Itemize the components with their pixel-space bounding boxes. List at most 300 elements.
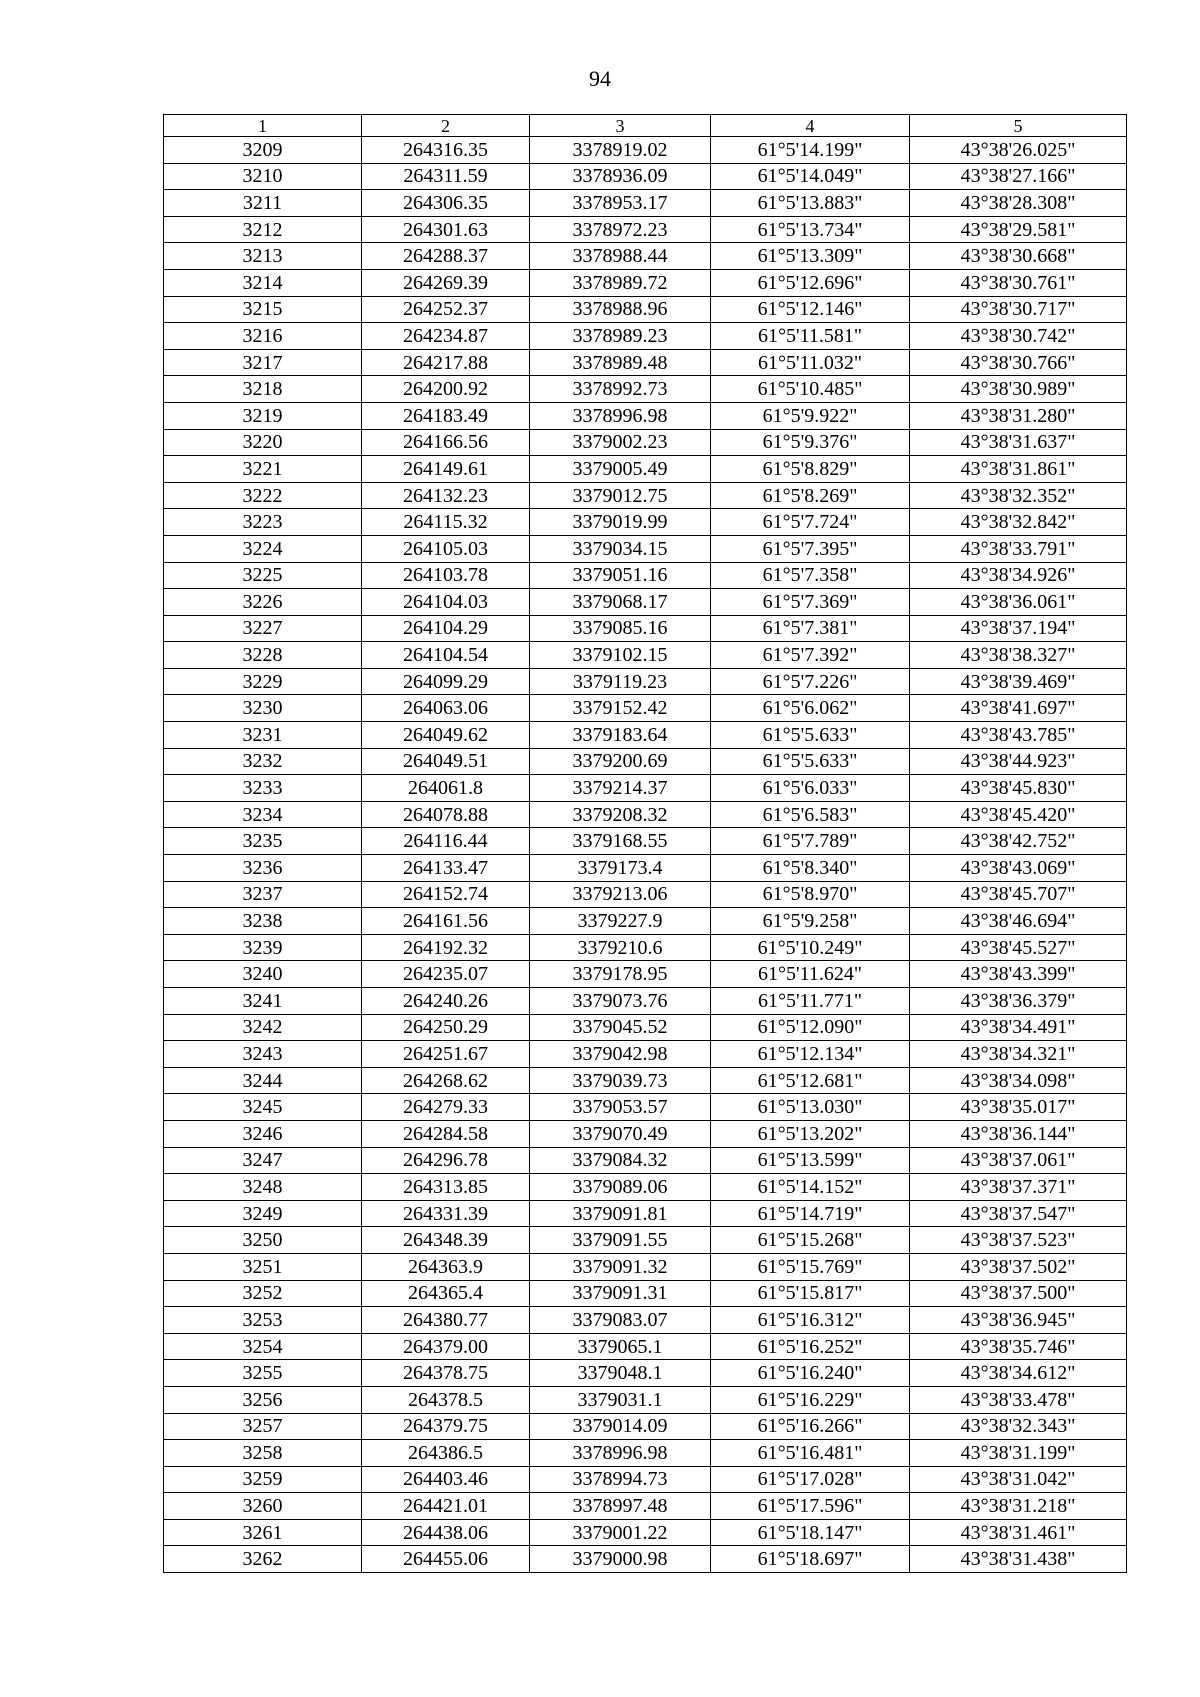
longitude-cell: 61°5'7.381" [711,615,910,642]
table-row [164,1333,1127,1360]
y-coordinate-cell: 3379091.31 [530,1280,711,1307]
table-row [164,881,1127,908]
y-coordinate-cell: 3378989.48 [530,349,711,376]
y-coordinate-cell: 3379208.32 [530,801,711,828]
point-number-cell: 3258 [164,1440,362,1467]
y-coordinate-cell: 3379034.15 [530,535,711,562]
longitude-cell: 61°5'12.090" [711,1014,910,1041]
table-row [164,695,1127,722]
y-coordinate-cell: 3379168.55 [530,828,711,855]
point-number-cell: 3260 [164,1493,362,1520]
point-number-cell: 3218 [164,376,362,403]
x-coordinate-cell: 264234.87 [362,323,530,350]
x-coordinate-cell: 264217.88 [362,349,530,376]
latitude-cell: 43°38'36.379" [910,988,1127,1015]
point-number-cell: 3230 [164,695,362,722]
point-number-cell: 3226 [164,589,362,616]
table-header [164,115,1127,137]
point-number-cell: 3214 [164,269,362,296]
y-coordinate-cell: 3379227.9 [530,908,711,935]
latitude-cell: 43°38'37.523" [910,1227,1127,1254]
y-coordinate-cell: 3379091.32 [530,1253,711,1280]
y-coordinate-cell: 3379091.81 [530,1200,711,1227]
table-row [164,1147,1127,1174]
latitude-cell: 43°38'37.500" [910,1280,1127,1307]
latitude-cell: 43°38'32.842" [910,509,1127,536]
longitude-cell: 61°5'15.268" [711,1227,910,1254]
longitude-cell: 61°5'17.028" [711,1466,910,1493]
latitude-cell: 43°38'31.637" [910,429,1127,456]
latitude-cell: 43°38'45.420" [910,801,1127,828]
latitude-cell: 43°38'30.668" [910,243,1127,270]
table-row [164,1493,1127,1520]
latitude-cell: 43°38'35.017" [910,1094,1127,1121]
latitude-cell: 43°38'30.742" [910,323,1127,350]
y-coordinate-cell: 3379048.1 [530,1360,711,1387]
table-row [164,748,1127,775]
table-row [164,137,1127,164]
table-row [164,1280,1127,1307]
y-coordinate-cell: 3379200.69 [530,748,711,775]
y-coordinate-cell: 3379005.49 [530,456,711,483]
latitude-cell: 43°38'31.461" [910,1519,1127,1546]
table-row [164,1466,1127,1493]
table-row [164,855,1127,882]
longitude-cell: 61°5'16.481" [711,1440,910,1467]
longitude-cell: 61°5'12.681" [711,1067,910,1094]
latitude-cell: 43°38'38.327" [910,642,1127,669]
latitude-cell: 43°38'31.280" [910,402,1127,429]
x-coordinate-cell: 264379.75 [362,1413,530,1440]
x-coordinate-cell: 264455.06 [362,1546,530,1573]
longitude-cell: 61°5'10.249" [711,934,910,961]
y-coordinate-cell: 3379083.07 [530,1307,711,1334]
latitude-cell: 43°38'26.025" [910,137,1127,164]
column-header-1: 1 [164,115,362,137]
x-coordinate-cell: 264378.5 [362,1386,530,1413]
longitude-cell: 61°5'7.369" [711,589,910,616]
x-coordinate-cell: 264380.77 [362,1307,530,1334]
table-row [164,190,1127,217]
latitude-cell: 43°38'31.042" [910,1466,1127,1493]
point-number-cell: 3222 [164,482,362,509]
point-number-cell: 3225 [164,562,362,589]
longitude-cell: 61°5'13.202" [711,1120,910,1147]
table-row [164,429,1127,456]
x-coordinate-cell: 264311.59 [362,163,530,190]
point-number-cell: 3253 [164,1307,362,1334]
x-coordinate-cell: 264161.56 [362,908,530,935]
latitude-cell: 43°38'35.746" [910,1333,1127,1360]
table-row [164,668,1127,695]
table-row [164,1041,1127,1068]
table-row [164,376,1127,403]
latitude-cell: 43°38'43.785" [910,722,1127,749]
x-coordinate-cell: 264301.63 [362,216,530,243]
x-coordinate-cell: 264192.32 [362,934,530,961]
latitude-cell: 43°38'43.399" [910,961,1127,988]
y-coordinate-cell: 3378919.02 [530,137,711,164]
x-coordinate-cell: 264421.01 [362,1493,530,1520]
longitude-cell: 61°5'13.734" [711,216,910,243]
x-coordinate-cell: 264049.51 [362,748,530,775]
point-number-cell: 3256 [164,1386,362,1413]
point-number-cell: 3220 [164,429,362,456]
point-number-cell: 3241 [164,988,362,1015]
y-coordinate-cell: 3379014.09 [530,1413,711,1440]
table-row [164,1253,1127,1280]
point-number-cell: 3212 [164,216,362,243]
y-coordinate-cell: 3379070.49 [530,1120,711,1147]
longitude-cell: 61°5'14.199" [711,137,910,164]
latitude-cell: 43°38'28.308" [910,190,1127,217]
point-number-cell: 3216 [164,323,362,350]
latitude-cell: 43°38'42.752" [910,828,1127,855]
latitude-cell: 43°38'29.581" [910,216,1127,243]
point-number-cell: 3254 [164,1333,362,1360]
latitude-cell: 43°38'36.144" [910,1120,1127,1147]
longitude-cell: 61°5'10.485" [711,376,910,403]
y-coordinate-cell: 3378996.98 [530,402,711,429]
longitude-cell: 61°5'15.817" [711,1280,910,1307]
point-number-cell: 3251 [164,1253,362,1280]
point-number-cell: 3240 [164,961,362,988]
table-row [164,828,1127,855]
x-coordinate-cell: 264049.62 [362,722,530,749]
table-row [164,1386,1127,1413]
point-number-cell: 3261 [164,1519,362,1546]
longitude-cell: 61°5'14.719" [711,1200,910,1227]
x-coordinate-cell: 264132.23 [362,482,530,509]
y-coordinate-cell: 3378953.17 [530,190,711,217]
x-coordinate-cell: 264103.78 [362,562,530,589]
point-number-cell: 3238 [164,908,362,935]
table-row [164,589,1127,616]
latitude-cell: 43°38'32.352" [910,482,1127,509]
latitude-cell: 43°38'37.061" [910,1147,1127,1174]
point-number-cell: 3249 [164,1200,362,1227]
longitude-cell: 61°5'9.922" [711,402,910,429]
y-coordinate-cell: 3378996.98 [530,1440,711,1467]
y-coordinate-cell: 3379085.16 [530,615,711,642]
point-number-cell: 3233 [164,775,362,802]
longitude-cell: 61°5'8.269" [711,482,910,509]
point-number-cell: 3215 [164,296,362,323]
y-coordinate-cell: 3378989.23 [530,323,711,350]
point-number-cell: 3262 [164,1546,362,1573]
table-row [164,1307,1127,1334]
y-coordinate-cell: 3379068.17 [530,589,711,616]
longitude-cell: 61°5'8.340" [711,855,910,882]
y-coordinate-cell: 3379002.23 [530,429,711,456]
latitude-cell: 43°38'44.923" [910,748,1127,775]
point-number-cell: 3248 [164,1174,362,1201]
point-number-cell: 3217 [164,349,362,376]
x-coordinate-cell: 264200.92 [362,376,530,403]
table-row [164,961,1127,988]
table-row [164,456,1127,483]
x-coordinate-cell: 264104.54 [362,642,530,669]
y-coordinate-cell: 3379178.95 [530,961,711,988]
point-number-cell: 3231 [164,722,362,749]
column-header-3: 3 [530,115,711,137]
point-number-cell: 3224 [164,535,362,562]
longitude-cell: 61°5'9.376" [711,429,910,456]
longitude-cell: 61°5'6.583" [711,801,910,828]
y-coordinate-cell: 3378992.73 [530,376,711,403]
x-coordinate-cell: 264363.9 [362,1253,530,1280]
y-coordinate-cell: 3379065.1 [530,1333,711,1360]
y-coordinate-cell: 3379053.57 [530,1094,711,1121]
y-coordinate-cell: 3379084.32 [530,1147,711,1174]
point-number-cell: 3228 [164,642,362,669]
longitude-cell: 61°5'11.581" [711,323,910,350]
table-body [164,137,1127,1573]
x-coordinate-cell: 264099.29 [362,668,530,695]
x-coordinate-cell: 264331.39 [362,1200,530,1227]
y-coordinate-cell: 3379045.52 [530,1014,711,1041]
point-number-cell: 3246 [164,1120,362,1147]
coordinates-table [163,114,1127,1573]
longitude-cell: 61°5'13.599" [711,1147,910,1174]
latitude-cell: 43°38'30.761" [910,269,1127,296]
y-coordinate-cell: 3378989.72 [530,269,711,296]
y-coordinate-cell: 3379039.73 [530,1067,711,1094]
longitude-cell: 61°5'12.696" [711,269,910,296]
x-coordinate-cell: 264251.67 [362,1041,530,1068]
longitude-cell: 61°5'16.240" [711,1360,910,1387]
table-row [164,1440,1127,1467]
latitude-cell: 43°38'37.502" [910,1253,1127,1280]
table-row [164,801,1127,828]
longitude-cell: 61°5'11.771" [711,988,910,1015]
latitude-cell: 43°38'30.717" [910,296,1127,323]
table-row [164,1120,1127,1147]
longitude-cell: 61°5'8.829" [711,456,910,483]
y-coordinate-cell: 3379210.6 [530,934,711,961]
latitude-cell: 43°38'34.321" [910,1041,1127,1068]
point-number-cell: 3242 [164,1014,362,1041]
y-coordinate-cell: 3379183.64 [530,722,711,749]
page-number: 94 [589,66,611,91]
y-coordinate-cell: 3379213.06 [530,881,711,908]
longitude-cell: 61°5'6.033" [711,775,910,802]
longitude-cell: 61°5'6.062" [711,695,910,722]
x-coordinate-cell: 264288.37 [362,243,530,270]
y-coordinate-cell: 3379031.1 [530,1386,711,1413]
latitude-cell: 43°38'45.830" [910,775,1127,802]
x-coordinate-cell: 264133.47 [362,855,530,882]
point-number-cell: 3213 [164,243,362,270]
longitude-cell: 61°5'7.392" [711,642,910,669]
longitude-cell: 61°5'7.358" [711,562,910,589]
longitude-cell: 61°5'18.147" [711,1519,910,1546]
y-coordinate-cell: 3379214.37 [530,775,711,802]
x-coordinate-cell: 264403.46 [362,1466,530,1493]
x-coordinate-cell: 264279.33 [362,1094,530,1121]
point-number-cell: 3229 [164,668,362,695]
latitude-cell: 43°38'31.218" [910,1493,1127,1520]
table-row [164,1174,1127,1201]
table-row [164,243,1127,270]
longitude-cell: 61°5'11.624" [711,961,910,988]
y-coordinate-cell: 3379089.06 [530,1174,711,1201]
x-coordinate-cell: 264306.35 [362,190,530,217]
latitude-cell: 43°38'46.694" [910,908,1127,935]
longitude-cell: 61°5'14.152" [711,1174,910,1201]
table-row [164,535,1127,562]
longitude-cell: 61°5'7.789" [711,828,910,855]
y-coordinate-cell: 3379000.98 [530,1546,711,1573]
y-coordinate-cell: 3378997.48 [530,1493,711,1520]
point-number-cell: 3221 [164,456,362,483]
y-coordinate-cell: 3378994.73 [530,1466,711,1493]
x-coordinate-cell: 264104.29 [362,615,530,642]
longitude-cell: 61°5'9.258" [711,908,910,935]
latitude-cell: 43°38'30.766" [910,349,1127,376]
point-number-cell: 3232 [164,748,362,775]
table-row [164,1413,1127,1440]
longitude-cell: 61°5'16.252" [711,1333,910,1360]
y-coordinate-cell: 3378972.23 [530,216,711,243]
latitude-cell: 43°38'31.861" [910,456,1127,483]
x-coordinate-cell: 264386.5 [362,1440,530,1467]
x-coordinate-cell: 264348.39 [362,1227,530,1254]
point-number-cell: 3239 [164,934,362,961]
column-header-2: 2 [362,115,530,137]
header-row [164,115,1127,137]
table-row [164,562,1127,589]
table-row [164,934,1127,961]
point-number-cell: 3243 [164,1041,362,1068]
y-coordinate-cell: 3379042.98 [530,1041,711,1068]
latitude-cell: 43°38'30.989" [910,376,1127,403]
latitude-cell: 43°38'32.343" [910,1413,1127,1440]
latitude-cell: 43°38'37.547" [910,1200,1127,1227]
longitude-cell: 61°5'16.229" [711,1386,910,1413]
y-coordinate-cell: 3378936.09 [530,163,711,190]
x-coordinate-cell: 264316.35 [362,137,530,164]
table-row [164,349,1127,376]
y-coordinate-cell: 3379012.75 [530,482,711,509]
table-row [164,402,1127,429]
longitude-cell: 61°5'5.633" [711,722,910,749]
point-number-cell: 3209 [164,137,362,164]
longitude-cell: 61°5'11.032" [711,349,910,376]
latitude-cell: 43°38'39.469" [910,668,1127,695]
longitude-cell: 61°5'7.724" [711,509,910,536]
x-coordinate-cell: 264063.06 [362,695,530,722]
x-coordinate-cell: 264313.85 [362,1174,530,1201]
x-coordinate-cell: 264115.32 [362,509,530,536]
latitude-cell: 43°38'36.945" [910,1307,1127,1334]
y-coordinate-cell: 3379001.22 [530,1519,711,1546]
y-coordinate-cell: 3379019.99 [530,509,711,536]
table-row [164,1067,1127,1094]
latitude-cell: 43°38'45.707" [910,881,1127,908]
x-coordinate-cell: 264061.8 [362,775,530,802]
y-coordinate-cell: 3378988.96 [530,296,711,323]
point-number-cell: 3219 [164,402,362,429]
y-coordinate-cell: 3379051.16 [530,562,711,589]
table-row [164,1360,1127,1387]
latitude-cell: 43°38'34.612" [910,1360,1127,1387]
table-row [164,1546,1127,1573]
x-coordinate-cell: 264379.00 [362,1333,530,1360]
table-row [164,908,1127,935]
table-row [164,296,1127,323]
latitude-cell: 43°38'37.371" [910,1174,1127,1201]
x-coordinate-cell: 264078.88 [362,801,530,828]
table-row [164,642,1127,669]
latitude-cell: 43°38'41.697" [910,695,1127,722]
x-coordinate-cell: 264235.07 [362,961,530,988]
y-coordinate-cell: 3379091.55 [530,1227,711,1254]
column-header-5: 5 [910,115,1127,137]
x-coordinate-cell: 264105.03 [362,535,530,562]
x-coordinate-cell: 264438.06 [362,1519,530,1546]
latitude-cell: 43°38'31.438" [910,1546,1127,1573]
latitude-cell: 43°38'31.199" [910,1440,1127,1467]
x-coordinate-cell: 264152.74 [362,881,530,908]
point-number-cell: 3235 [164,828,362,855]
table-row [164,615,1127,642]
point-number-cell: 3210 [164,163,362,190]
x-coordinate-cell: 264284.58 [362,1120,530,1147]
y-coordinate-cell: 3379173.4 [530,855,711,882]
table-row [164,988,1127,1015]
x-coordinate-cell: 264269.39 [362,269,530,296]
table-row [164,1014,1127,1041]
table-row [164,163,1127,190]
longitude-cell: 61°5'12.134" [711,1041,910,1068]
latitude-cell: 43°38'34.491" [910,1014,1127,1041]
longitude-cell: 61°5'12.146" [711,296,910,323]
x-coordinate-cell: 264149.61 [362,456,530,483]
longitude-cell: 61°5'5.633" [711,748,910,775]
x-coordinate-cell: 264378.75 [362,1360,530,1387]
x-coordinate-cell: 264104.03 [362,589,530,616]
point-number-cell: 3244 [164,1067,362,1094]
point-number-cell: 3223 [164,509,362,536]
y-coordinate-cell: 3379119.23 [530,668,711,695]
table-row [164,323,1127,350]
point-number-cell: 3257 [164,1413,362,1440]
latitude-cell: 43°38'33.791" [910,535,1127,562]
table-row [164,775,1127,802]
latitude-cell: 43°38'34.098" [910,1067,1127,1094]
longitude-cell: 61°5'7.226" [711,668,910,695]
table-row [164,216,1127,243]
x-coordinate-cell: 264166.56 [362,429,530,456]
latitude-cell: 43°38'27.166" [910,163,1127,190]
latitude-cell: 43°38'43.069" [910,855,1127,882]
point-number-cell: 3227 [164,615,362,642]
longitude-cell: 61°5'15.769" [711,1253,910,1280]
x-coordinate-cell: 264240.26 [362,988,530,1015]
table-row [164,1200,1127,1227]
table-row [164,722,1127,749]
latitude-cell: 43°38'34.926" [910,562,1127,589]
point-number-cell: 3211 [164,190,362,217]
table-row [164,269,1127,296]
longitude-cell: 61°5'13.883" [711,190,910,217]
table-row [164,509,1127,536]
point-number-cell: 3236 [164,855,362,882]
table-row [164,482,1127,509]
point-number-cell: 3252 [164,1280,362,1307]
x-coordinate-cell: 264296.78 [362,1147,530,1174]
